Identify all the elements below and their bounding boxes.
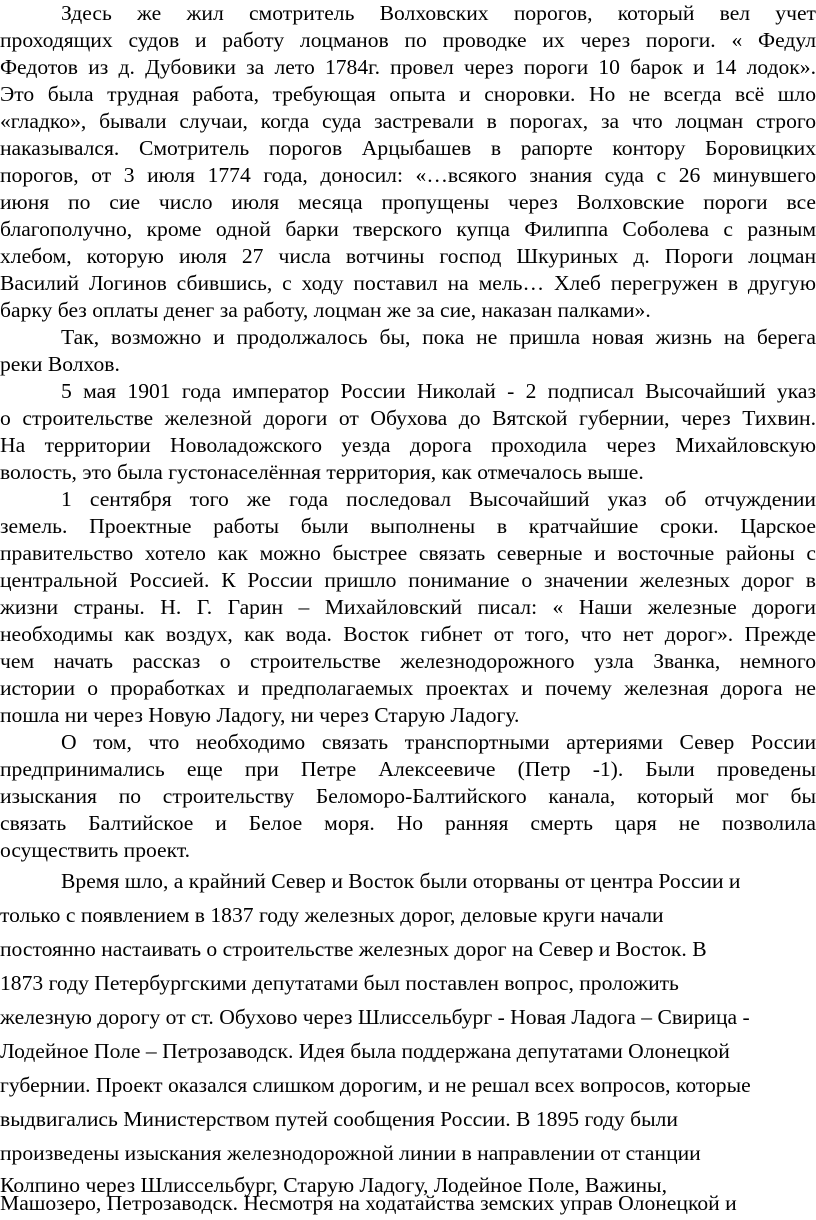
- text-line: О том, что необходимо связать транспортными артериями Север России: [61, 730, 816, 754]
- text-line: июня по сие число июля месяца пропущены через Волховские пороги все: [0, 190, 816, 214]
- text-line: жизни страны. Н. Г. Гарин – Михайловский писал: « Наши железные дороги: [0, 595, 816, 619]
- text-line: земель. Проектные работы были выполнены в кратчайшие сроки. Царское: [0, 514, 816, 538]
- text-line: проходящих судов и работу лоцманов по проводке их через пороги. « Федул: [0, 28, 816, 52]
- text-line: благополучно, кроме одной барки тверского купца Филиппа Соболева с разным: [0, 217, 816, 241]
- text-line: порогов, от 3 июля 1774 года, доносил: «…всякого знания суда с 26 минувшего: [0, 163, 816, 187]
- text-line: Время шло, а крайний Север и Восток были оторваны от центра России и: [61, 869, 741, 893]
- text-line: о строительстве железной дороги от Обухова до Вятской губернии, через Тихвин.: [0, 406, 816, 430]
- text-line: Василий Логинов сбившись, с ходу поставил на мель… Хлеб перегружен в другую: [0, 271, 816, 295]
- text-line: предпринимались еще при Петре Алексеевиче (Петр -1). Были проведены: [0, 757, 816, 781]
- text-line: только с появлением в 1837 году железных дорог, деловые круги начали: [0, 903, 664, 927]
- text-line: Это была трудная работа, требующая опыта и сноровки. Но не всегда всё шло: [0, 82, 816, 106]
- text-line: волость, это была густонаселённая территория, как отмечалось выше.: [0, 460, 644, 484]
- text-line: Так, возможно и продолжалось бы, пока не пришла новая жизнь на берега: [61, 325, 816, 349]
- text-line: железную дорогу от ст. Обухово через Шлиссельбург - Новая Ладога – Свирица -: [0, 1005, 750, 1029]
- text-line: чем начать рассказ о строительстве железнодорожного узла Званка, немного: [0, 649, 816, 673]
- text-line: осуществить проект.: [0, 838, 191, 862]
- text-line: Машозеро, Петрозаводск. Несмотря на ходатайства земских управ Олонецкой и: [0, 1191, 737, 1215]
- text-line: хлебом, которую июля 27 числа вотчины господ Шкуриных д. Пороги лоцман: [0, 244, 816, 268]
- text-line: На территории Новоладожского уезда дорога проходила через Михайловскую: [0, 433, 816, 457]
- text-line: 5 мая 1901 года император России Николай - 2 подписал Высочайший указ: [61, 379, 816, 403]
- text-line: необходимы как воздух, как вода. Восток гибнет от того, что нет дорог». Прежде: [0, 622, 816, 646]
- text-line: произведены изыскания железнодорожной линии в направлении от станции: [0, 1141, 701, 1165]
- text-line: Федотов из д. Дубовики за лето 1784г. провел через пороги 10 барок и 14 лодок».: [0, 55, 816, 79]
- text-line: истории о проработках и предполагаемых проектах и почему железная дорога не: [0, 676, 816, 700]
- text-line: связать Балтийское и Белое моря. Но ранняя смерть царя не позволила: [0, 811, 816, 835]
- text-line: Здесь же жил смотритель Волховских порогов, который вел учет: [61, 1, 816, 25]
- text-line: барку без оплаты денег за работу, лоцман же за сие, наказан палками».: [0, 298, 651, 322]
- text-line: 1 сентября того же года последовал Высочайший указ об отчуждении: [61, 487, 816, 511]
- text-line: выдвигались Министерством путей сообщения России. В 1895 году были: [0, 1107, 678, 1131]
- text-line: реки Волхов.: [0, 352, 120, 376]
- text-line: постоянно настаивать о строительстве железных дорог на Север и Восток. В: [0, 937, 707, 961]
- text-line: центральной Россией. К России пришло понимание о значении железных дорог в: [0, 568, 816, 592]
- text-line: изыскания по строительству Беломоро-Балтийского канала, который мог бы: [0, 784, 816, 808]
- text-line: «гладко», бывали случаи, когда суда застревали в порогах, за что лоцман строго: [0, 109, 816, 133]
- text-line: правительство хотело как можно быстрее связать северные и восточные районы с: [0, 541, 816, 565]
- text-line: Лодейное Поле – Петрозаводск. Идея была поддержана депутатами Олонецкой: [0, 1039, 730, 1063]
- text-line: наказывался. Смотритель порогов Арцыбашев в рапорте контору Боровицких: [0, 136, 816, 160]
- text-line: губернии. Проект оказался слишком дорогим, и не решал всех вопросов, которые: [0, 1073, 751, 1097]
- text-line: пошла ни через Новую Ладогу, ни через Старую Ладогу.: [0, 703, 520, 727]
- text-line: Колпино через Шлиссельбург, Старую Ладогу, Лодейное Поле, Важины,: [0, 1173, 667, 1197]
- text-line: 1873 году Петербургскими депутатами был поставлен вопрос, проложить: [0, 971, 679, 995]
